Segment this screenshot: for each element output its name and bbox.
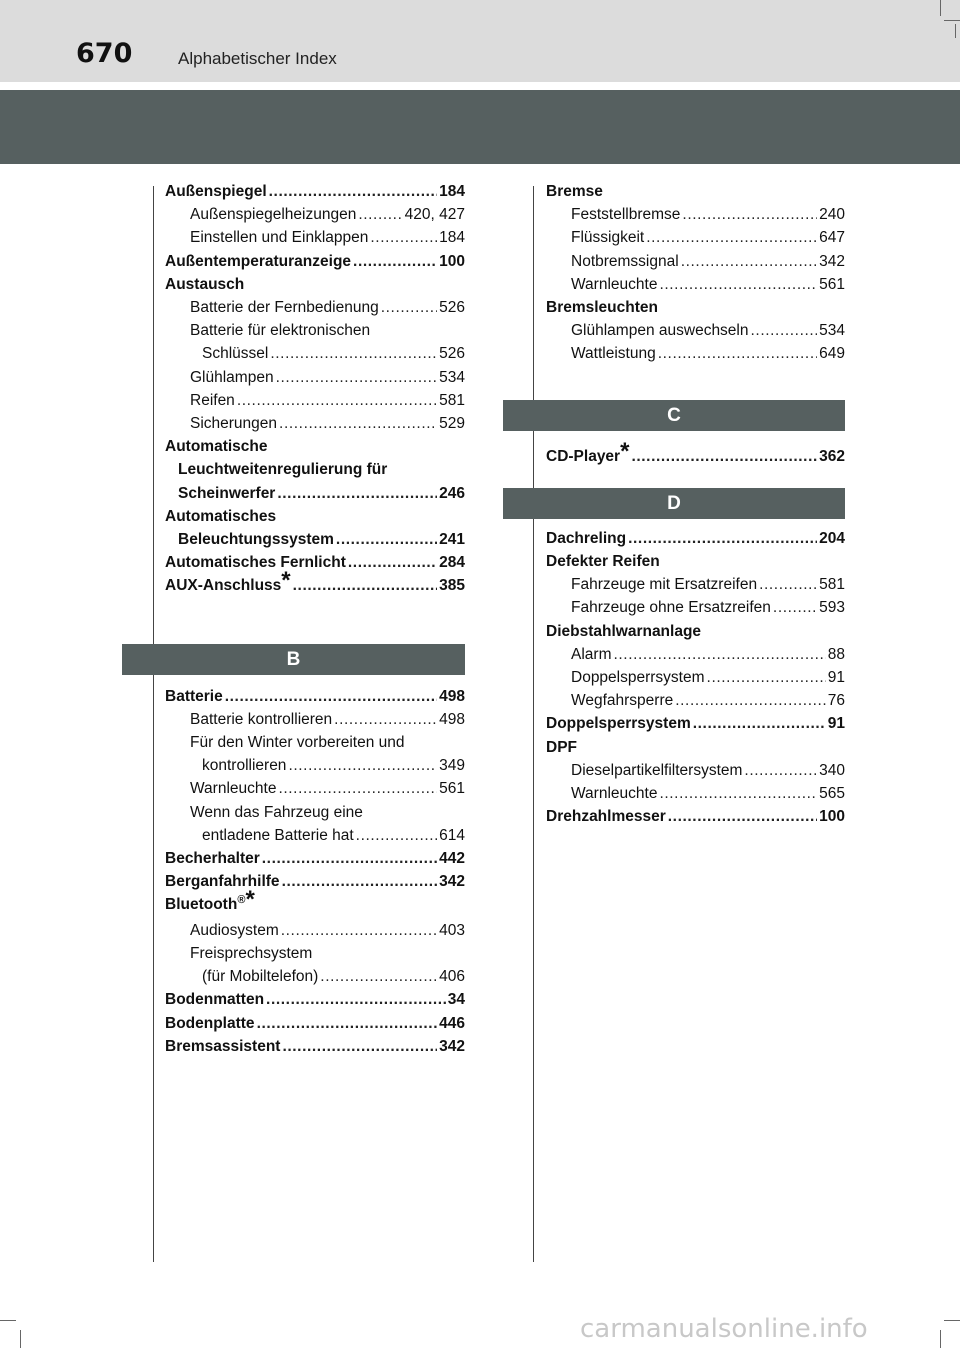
index-entry (546, 596, 845, 619)
entry-label: Außenspiegelheizungen (190, 206, 357, 224)
entry-label: Fahrzeuge mit Ersatzreifen (571, 576, 758, 594)
entry-label: Schlüssel (202, 345, 269, 363)
entry-page: 561 (439, 780, 465, 798)
entry-page: 204 (819, 529, 845, 547)
footnote-star: * (620, 437, 630, 465)
index-column-right (546, 180, 845, 828)
page-number: 670 (76, 38, 133, 69)
entry-page: 88 (827, 645, 845, 663)
index-entry (546, 527, 845, 550)
index-entry (546, 712, 845, 735)
index-entry (546, 437, 845, 468)
entry-page: 100 (819, 808, 845, 826)
index-entry (165, 435, 465, 458)
index-entry (546, 805, 845, 828)
entry-label: Leuchtweitenregulierung für (178, 461, 388, 479)
entry-page: 647 (819, 229, 845, 247)
index-entry (165, 801, 465, 824)
entry-label: Warnleuchte (571, 275, 658, 293)
entry-label: Batterie (165, 687, 223, 705)
crop-mark (944, 1320, 960, 1321)
entry-page: 442 (439, 850, 465, 868)
watermark: carmanualsonline.info (580, 1314, 868, 1344)
entry-label: Bremsassistent (165, 1037, 281, 1055)
crop-mark (0, 1320, 16, 1321)
dot-leader (266, 988, 446, 1011)
entry-label: DPF (546, 738, 577, 756)
index-entry (546, 689, 845, 712)
dot-leader (282, 1035, 437, 1058)
index-entry (165, 296, 465, 319)
entry-label: Diebstahlwarnanlage (546, 622, 702, 640)
dot-leader (675, 689, 826, 712)
entry-list-d (546, 527, 845, 829)
index-entry (546, 643, 845, 666)
index-entry (546, 666, 845, 689)
dot-leader (277, 482, 437, 505)
entry-label: Batterie der Fernbedienung (190, 299, 379, 317)
index-entry (546, 273, 845, 296)
index-entry (165, 1035, 465, 1058)
entry-page: 406 (439, 968, 465, 986)
index-entry (165, 988, 465, 1011)
entry-page: 403 (439, 921, 465, 939)
entry-label: Dieselpartikelfiltersystem (571, 761, 743, 779)
entry-list-b-cont (546, 180, 845, 366)
column-rule-left (153, 186, 154, 1262)
crop-mark (944, 20, 960, 21)
index-entry (165, 458, 465, 481)
entry-label: Bodenmatten (165, 991, 265, 1009)
index-entry (165, 551, 465, 574)
dot-leader (751, 319, 818, 342)
entry-label: kontrollieren (202, 757, 287, 775)
dot-leader (282, 870, 438, 893)
index-entry (165, 528, 465, 551)
entry-label: Automatisches Fernlicht (165, 554, 346, 572)
entry-page: 91 (827, 715, 845, 733)
entry-page: 240 (819, 206, 845, 224)
entry-label: Automatisches (165, 507, 277, 525)
entry-page: 349 (439, 757, 465, 775)
section-letter-b: B (122, 644, 465, 675)
entry-label: Flüssigkeit (571, 229, 645, 247)
dot-leader (631, 445, 817, 468)
dot-leader (707, 666, 826, 689)
entry-label: Defekter Reifen (546, 553, 660, 571)
index-entry (546, 319, 845, 342)
entry-page: 526 (439, 299, 465, 317)
entry-page: 498 (439, 687, 465, 705)
entry-label: Außenspiegel (165, 183, 267, 200)
dot-leader (237, 389, 437, 412)
entry-label: Becherhalter (165, 850, 260, 868)
dot-leader (262, 847, 437, 870)
entry-page: 529 (439, 415, 465, 433)
index-column-left (165, 180, 465, 1058)
column-rule-center (533, 186, 534, 1262)
index-entry (165, 919, 465, 942)
dot-leader (381, 296, 437, 319)
entry-label: Warnleuchte (571, 785, 658, 803)
dot-leader (269, 180, 437, 203)
entry-page: 342 (439, 873, 465, 891)
entry-label: Bodenplatte (165, 1014, 255, 1032)
index-entry (546, 782, 845, 805)
dot-leader (334, 708, 437, 731)
index-entry (165, 886, 465, 918)
entry-page: 76 (827, 692, 845, 710)
entry-label: Einstellen und Einklappen (190, 229, 369, 247)
entry-page: 526 (439, 345, 465, 363)
section-letter-d: D (503, 488, 845, 519)
entry-label: Außentemperaturanzeige (165, 252, 352, 270)
dot-leader (348, 551, 437, 574)
entry-label: Scheinwerfer (178, 484, 276, 502)
index-entry (165, 319, 465, 342)
entry-label: Doppelsperrsystem (546, 715, 691, 733)
index-entry (165, 965, 465, 988)
dot-leader (744, 759, 817, 782)
dot-leader (225, 685, 437, 708)
crop-mark (940, 0, 941, 16)
index-entry (165, 942, 465, 965)
dot-leader (276, 366, 438, 389)
index-entry (546, 296, 845, 319)
entry-label: Austausch (165, 275, 245, 293)
entry-label: Fahrzeuge ohne Ersatzreifen (571, 599, 771, 617)
dot-leader (659, 273, 817, 296)
entry-label: Automatische (165, 438, 268, 456)
entry-page: 340 (819, 761, 845, 779)
index-entry (165, 824, 465, 847)
index-entry (165, 412, 465, 435)
index-entry (165, 505, 465, 528)
entry-label: Feststellbremse (571, 206, 681, 224)
entry-page: 100 (439, 252, 465, 270)
entry-label: Wenn das Fahrzeug eine (190, 803, 363, 821)
dot-leader (370, 226, 437, 249)
dot-leader (278, 777, 437, 800)
entry-label: Batterie kontrollieren (190, 710, 333, 728)
index-entry (165, 389, 465, 412)
footnote-star: * (281, 567, 291, 595)
entry-page: 561 (819, 275, 845, 293)
dot-leader (353, 250, 437, 273)
entry-label: Bluetooth (165, 896, 238, 914)
dot-leader (279, 412, 437, 435)
index-entry (546, 573, 845, 596)
entry-label: Dachreling (546, 529, 627, 547)
dot-leader (646, 226, 817, 249)
index-entry (165, 203, 465, 226)
entry-page: 385 (439, 577, 465, 595)
entry-page: 184 (439, 229, 465, 247)
section-letter-c: C (503, 400, 845, 431)
entry-label: Bremse (546, 183, 603, 200)
entry-label: (für Mobiltelefon) (202, 968, 319, 986)
index-entry (165, 250, 465, 273)
entry-page: 446 (439, 1014, 465, 1032)
index-entry (546, 250, 845, 273)
index-entry (546, 759, 845, 782)
index-entry (546, 342, 845, 365)
dot-leader (336, 528, 437, 551)
dark-banner (0, 90, 960, 164)
entry-page: 565 (819, 785, 845, 803)
footnote-star: * (245, 886, 255, 914)
dot-leader (681, 250, 817, 273)
entry-list-c (546, 437, 845, 468)
dot-leader (257, 1012, 438, 1035)
section-title: Alphabetischer Index (178, 49, 337, 68)
entry-label: Sicherungen (190, 415, 278, 433)
index-entry (546, 180, 845, 203)
entry-list-a (165, 180, 465, 598)
index-entry (165, 685, 465, 708)
dot-leader (270, 342, 437, 365)
dot-leader (358, 203, 402, 226)
entry-label: Beleuchtungssystem (178, 531, 334, 549)
entry-page: 581 (819, 576, 845, 594)
entry-page: 342 (439, 1037, 465, 1055)
dot-leader (693, 712, 826, 735)
dot-leader (668, 805, 817, 828)
dot-leader (320, 965, 437, 988)
dot-leader (628, 527, 817, 550)
entry-page: 593 (819, 599, 845, 617)
entry-page: 420, 427 (404, 206, 465, 224)
crop-mark (940, 1330, 941, 1348)
entry-page: 362 (819, 447, 845, 465)
entry-label: Bremsleuchten (546, 299, 658, 317)
index-entry (546, 620, 845, 643)
entry-label: Alarm (571, 645, 612, 663)
entry-label: Berganfahrhilfe (165, 873, 280, 891)
entry-label: Reifen (190, 391, 235, 409)
index-entry (165, 226, 465, 249)
index-entry (165, 847, 465, 870)
entry-label: Glühlampen auswechseln (571, 322, 749, 340)
entry-list-b (165, 685, 465, 1058)
index-entry (165, 567, 465, 597)
dot-leader (356, 824, 437, 847)
index-entry (546, 550, 845, 573)
entry-label: Wegfahrsperre (571, 692, 674, 710)
dot-leader (682, 203, 817, 226)
index-entry (165, 482, 465, 505)
dot-leader (658, 342, 817, 365)
index-entry (546, 226, 845, 249)
entry-label: Für den Winter vorbereiten und (190, 734, 405, 752)
entry-page: 581 (439, 391, 465, 409)
entry-page: 241 (439, 531, 465, 549)
dot-leader (659, 782, 817, 805)
entry-label: Audiosystem (190, 921, 279, 939)
entry-label: Glühlampen (190, 368, 274, 386)
entry-label: CD-Player (546, 447, 621, 465)
crop-mark (955, 24, 956, 38)
entry-label: Wattleistung (571, 345, 656, 363)
entry-page: 649 (819, 345, 845, 363)
dot-leader (281, 919, 437, 942)
entry-page: 342 (819, 252, 845, 270)
entry-page: 246 (439, 484, 465, 502)
index-entry (165, 870, 465, 893)
dot-leader (613, 643, 825, 666)
index-entry (546, 203, 845, 226)
dot-leader (293, 574, 438, 597)
entry-page: 284 (439, 554, 465, 572)
entry-page: 184 (439, 183, 465, 200)
entry-label: Drehzahlmesser (546, 808, 666, 826)
header-band (0, 0, 960, 82)
index-entry (165, 273, 465, 296)
dot-leader (759, 573, 817, 596)
dot-leader (288, 754, 437, 777)
index-entry (165, 708, 465, 731)
entry-label: Notbremssignal (571, 252, 679, 270)
index-entry (165, 731, 465, 754)
entry-label: Freisprechsystem (190, 944, 313, 962)
index-entry (165, 1012, 465, 1035)
entry-label: Warnleuchte (190, 780, 277, 798)
dot-leader (773, 596, 817, 619)
entry-page: 614 (439, 826, 465, 844)
index-entry (165, 754, 465, 777)
entry-label: entladene Batterie hat (202, 826, 354, 844)
entry-page: 534 (439, 368, 465, 386)
entry-label: AUX-Anschluss (165, 577, 282, 595)
entry-label: Batterie für elektronischen (190, 322, 371, 340)
index-entry (165, 366, 465, 389)
index-entry (165, 180, 465, 203)
registered-mark: ® (237, 894, 246, 907)
crop-mark (20, 1330, 21, 1348)
entry-page: 534 (819, 322, 845, 340)
entry-page: 91 (827, 669, 845, 687)
index-entry (165, 777, 465, 800)
entry-page: 498 (439, 710, 465, 728)
index-entry (165, 342, 465, 365)
entry-label: Doppelsperrsystem (571, 669, 705, 687)
entry-page: 34 (447, 991, 465, 1009)
index-entry (546, 736, 845, 759)
